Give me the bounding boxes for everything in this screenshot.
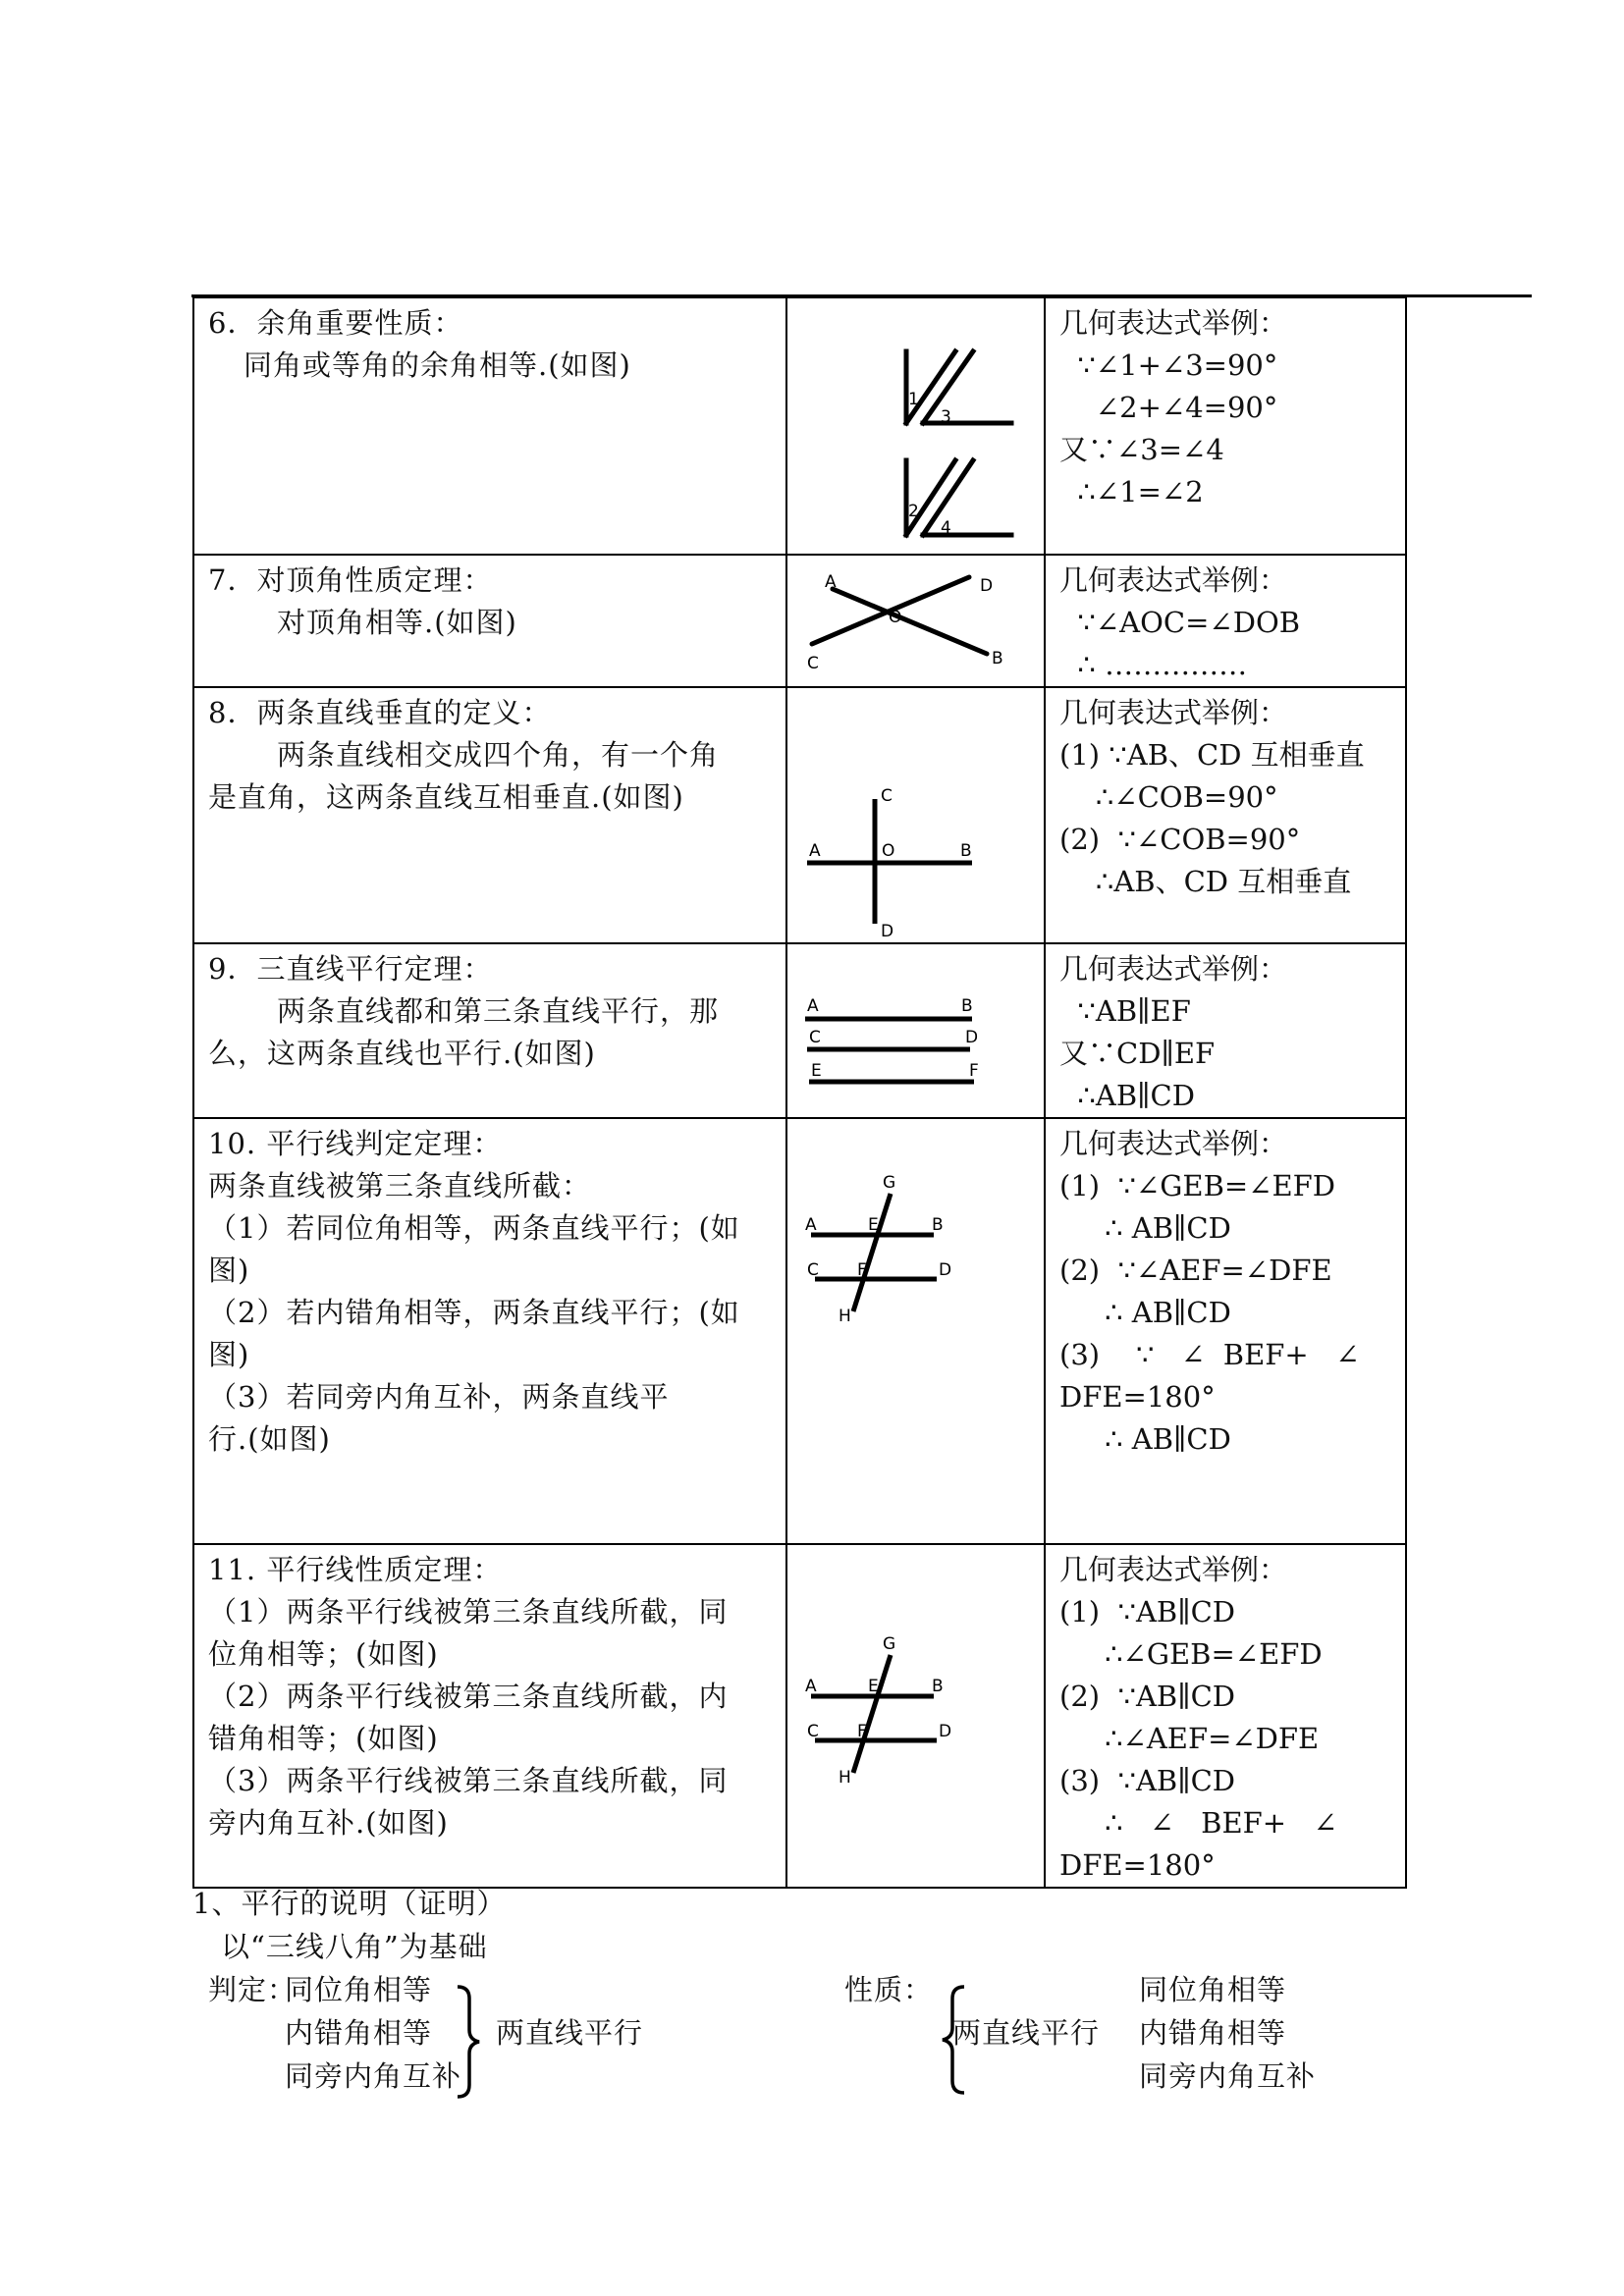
theorem-text: （3）若同旁内角互补，两条直线平 <box>208 1380 670 1414</box>
expression-line: ∴∠GEB=∠EFD <box>1059 1637 1323 1671</box>
expression-line: DFE=180° <box>1059 1380 1216 1414</box>
theorem-title: 11. 平行线性质定理： <box>208 1553 503 1586</box>
expression-line: (1) ∵∠GEB=∠EFD <box>1059 1169 1336 1202</box>
point-label-e: E <box>868 1677 879 1696</box>
diagram-cell <box>786 297 1045 555</box>
expression-line: (1) ∵AB∥CD <box>1059 1595 1236 1629</box>
right-brace-icon <box>452 1983 491 2101</box>
point-label-b: B <box>960 841 972 861</box>
point-label-b: B <box>932 1677 944 1696</box>
diagram-cell <box>786 1118 1045 1544</box>
point-label-o: O <box>882 841 895 861</box>
point-label-d: D <box>939 1722 952 1741</box>
expression-cell <box>1045 1118 1406 1544</box>
theorem-text: 位角相等；(如图) <box>208 1637 439 1671</box>
expression-line: ∴ …………… <box>1059 648 1248 681</box>
property-result: 同旁内角互补 <box>1139 2059 1317 2093</box>
expression-cell <box>1045 687 1406 943</box>
point-label-f: F <box>857 1260 867 1280</box>
point-label-b: B <box>932 1215 944 1235</box>
point-label-d: D <box>980 576 994 596</box>
judgement-condition: 同位角相等 <box>285 1973 433 2006</box>
point-label-h: H <box>839 1768 851 1788</box>
expression-line: ∴∠AEF=∠DFE <box>1059 1722 1320 1755</box>
theorem-title: 9．三直线平行定理： <box>208 952 493 986</box>
point-label-f: F <box>969 1061 979 1081</box>
point-label-a: A <box>805 1215 817 1235</box>
angle-label-4: 4 <box>941 518 951 538</box>
point-label-o: O <box>889 608 902 627</box>
expression-heading: 几何表达式举例： <box>1059 563 1288 597</box>
theorem-text: 对顶角相等.(如图) <box>277 606 517 639</box>
theorem-table <box>192 296 1407 1889</box>
diagram-cell <box>786 555 1045 687</box>
expression-heading: 几何表达式举例： <box>1059 696 1288 729</box>
judgement-condition: 同旁内角互补 <box>285 2059 462 2093</box>
expression-line: (2) ∵∠COB=90° <box>1059 823 1301 856</box>
section-basis: 以“三线八角”为基础 <box>221 1930 488 1963</box>
theorem-text: 两条直线都和第三条直线平行，那 <box>277 994 720 1028</box>
diagram-cell <box>786 943 1045 1118</box>
theorem-text: 两条直线被第三条直线所截： <box>208 1169 592 1202</box>
angle-label-2: 2 <box>908 502 919 521</box>
judgement-condition: 内错角相等 <box>285 2016 433 2050</box>
expression-heading: 几何表达式举例： <box>1059 306 1288 340</box>
point-label-b: B <box>961 996 973 1016</box>
expression-line: (3) ∵AB∥CD <box>1059 1764 1236 1797</box>
expression-line: DFE=180° <box>1059 1848 1216 1882</box>
expression-line: 又∵CD∥EF <box>1059 1037 1216 1070</box>
point-label-a: A <box>807 996 819 1016</box>
judgement-result: 两直线平行 <box>496 2016 644 2050</box>
point-label-e: E <box>868 1215 879 1235</box>
point-label-a: A <box>805 1677 817 1696</box>
point-label-d: D <box>965 1028 979 1047</box>
table-row-7 <box>193 555 1406 687</box>
expression-line: ∴ AB∥CD <box>1059 1296 1231 1329</box>
point-label-h: H <box>839 1307 851 1326</box>
point-label-b: B <box>992 649 1003 668</box>
expression-cell <box>1045 297 1406 555</box>
theorem-text: 么，这两条直线也平行.(如图) <box>208 1037 596 1070</box>
theorem-title: 6．余角重要性质： <box>208 306 463 340</box>
table-row-6 <box>193 297 1406 555</box>
point-label-c: C <box>807 1260 819 1280</box>
property-premise: 两直线平行 <box>952 2016 1101 2050</box>
table-row-10 <box>193 1118 1406 1544</box>
expression-line: ∵∠AOC=∠DOB <box>1059 606 1301 639</box>
expression-line: ∴∠1=∠2 <box>1059 475 1204 508</box>
expression-line: ∴ AB∥CD <box>1059 1211 1231 1245</box>
expression-cell <box>1045 555 1406 687</box>
point-label-a: A <box>809 841 821 861</box>
table-row-11 <box>193 1544 1406 1888</box>
table-row-8 <box>193 687 1406 943</box>
point-label-d: D <box>939 1260 952 1280</box>
theorem-text: 同角或等角的余角相等.(如图) <box>244 348 631 382</box>
expression-line: (2) ∵AB∥CD <box>1059 1680 1236 1713</box>
point-label-a: A <box>825 572 837 592</box>
theorem-text: （3）两条平行线被第三条直线所截，同 <box>208 1764 729 1797</box>
expression-line: ∴ ∠ BEF+ ∠ <box>1059 1806 1338 1840</box>
expression-line: ∵∠1+∠3=90° <box>1059 348 1278 382</box>
property-label: 性质： <box>844 1973 934 2006</box>
diagram-cell <box>786 687 1045 943</box>
expression-line: (2) ∵∠AEF=∠DFE <box>1059 1254 1332 1287</box>
theorem-text: 行.(如图) <box>208 1422 331 1456</box>
theorem-title: 7．对顶角性质定理： <box>208 563 493 597</box>
angle-label-3: 3 <box>941 407 951 427</box>
point-label-d: D <box>881 922 894 941</box>
theorem-text: 错角相等；(如图) <box>208 1722 439 1755</box>
theorem-text: 图) <box>208 1254 250 1287</box>
expression-heading: 几何表达式举例： <box>1059 952 1288 986</box>
point-label-g: G <box>883 1634 896 1654</box>
theorem-text: 旁内角互补.(如图) <box>208 1806 449 1840</box>
table-row-9 <box>193 943 1406 1118</box>
theorem-cell <box>193 1118 786 1544</box>
expression-heading: 几何表达式举例： <box>1059 1127 1288 1160</box>
theorem-cell <box>193 555 786 687</box>
theorem-cell <box>193 943 786 1118</box>
point-label-c: C <box>807 1722 819 1741</box>
theorem-text: 图) <box>208 1338 250 1371</box>
expression-line: ∴ AB∥CD <box>1059 1422 1231 1456</box>
theorem-cell <box>193 687 786 943</box>
expression-cell <box>1045 943 1406 1118</box>
expression-cell <box>1045 1544 1406 1888</box>
section-heading: 1、平行的说明（证明） <box>192 1887 507 1920</box>
property-result: 内错角相等 <box>1139 2016 1287 2050</box>
expression-line: 又∵∠3=∠4 <box>1059 433 1224 466</box>
expression-line: ∠2+∠4=90° <box>1059 391 1278 424</box>
judgement-label: 判定： <box>208 1973 298 2006</box>
theorem-title: 10. 平行线判定定理： <box>208 1127 503 1160</box>
theorem-text: 两条直线相交成四个角，有一个角 <box>277 738 720 772</box>
theorem-cell <box>193 1544 786 1888</box>
theorem-cell <box>193 297 786 555</box>
expression-line: ∴AB、CD 互相垂直 <box>1059 865 1352 898</box>
point-label-c: C <box>807 654 819 673</box>
diagram-cell <box>786 1544 1045 1888</box>
expression-line: ∵AB∥EF <box>1059 994 1191 1028</box>
expression-line: ∴AB∥CD <box>1059 1079 1195 1112</box>
theorem-title: 8．两条直线垂直的定义： <box>208 696 552 729</box>
expression-heading: 几何表达式举例： <box>1059 1553 1288 1586</box>
expression-line: ∴∠COB=90° <box>1059 780 1278 814</box>
theorem-text: 是直角，这两条直线互相垂直.(如图) <box>208 780 684 814</box>
point-label-e: E <box>811 1061 822 1081</box>
point-label-c: C <box>881 786 893 806</box>
property-result: 同位角相等 <box>1139 1973 1287 2006</box>
theorem-text: （1）若同位角相等，两条直线平行；(如 <box>208 1211 740 1245</box>
theorem-text: （1）两条平行线被第三条直线所截，同 <box>208 1595 729 1629</box>
point-label-f: F <box>857 1722 867 1741</box>
point-label-c: C <box>809 1028 821 1047</box>
theorem-text: （2）两条平行线被第三条直线所截，内 <box>208 1680 729 1713</box>
expression-line: (3) ∵ ∠ BEF+ ∠ <box>1059 1338 1360 1371</box>
theorem-text: （2）若内错角相等，两条直线平行；(如 <box>208 1296 740 1329</box>
expression-line: (1) ∵AB、CD 互相垂直 <box>1059 738 1365 772</box>
angle-label-1: 1 <box>908 390 919 409</box>
point-label-g: G <box>883 1173 896 1193</box>
